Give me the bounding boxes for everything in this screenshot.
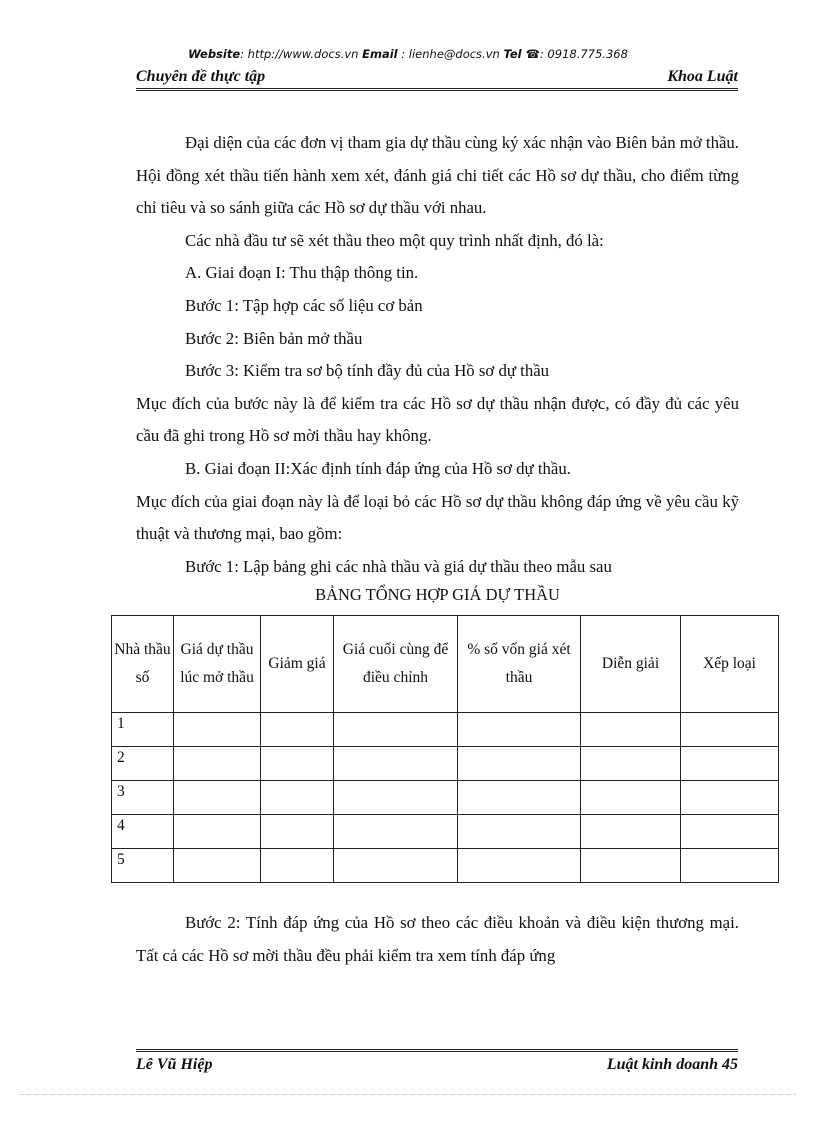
table-cell — [681, 815, 779, 849]
row-number: 4 — [112, 815, 174, 849]
paragraph: Đại diện của các đơn vị tham gia dự thầu cùng ký xác nhận vào Biên bản mở thầu. Hội đồng xét thầu tiến hành xem xét, đánh giá chi tiết các Hồ sơ dự thầu, cho điểm từng chỉ tiêu và so sánh giữa các Hồ sơ dự thầu với nhau. — [136, 133, 739, 218]
page-bottom-divider — [20, 1094, 796, 1095]
table-cell — [334, 747, 458, 781]
table-cell — [261, 849, 334, 883]
website-url[interactable]: : http://www.docs.vn — [240, 47, 359, 61]
table-cell — [458, 849, 581, 883]
website-label: Website — [188, 47, 241, 61]
table-cell — [581, 849, 681, 883]
row-number: 2 — [112, 747, 174, 781]
table-cell — [261, 747, 334, 781]
table-row — [112, 849, 779, 883]
paragraph: Bước 1: Tập hợp các số liệu cơ bản — [185, 295, 423, 315]
paragraph: Bước 2: Tính đáp ứng của Hồ sơ theo các điều khoản và điều kiện thương mại. Tất cả các Hồ sơ mời thầu đều phải kiểm tra xem tính đáp ứng — [136, 913, 739, 965]
row-number: 3 — [112, 781, 174, 815]
table-cell — [174, 713, 261, 747]
paragraph: Mục đích của bước này là để kiểm tra các Hồ sơ dự thầu nhận được, có đầy đủ các yêu cầu đã ghi trong Hồ sơ mời thầu hay không. — [136, 393, 739, 446]
paragraph: Bước 2: Biên bản mở thầu — [185, 328, 363, 348]
table-row — [112, 747, 779, 781]
table-cell — [681, 849, 779, 883]
table-header-row — [112, 616, 779, 713]
paragraph: B. Giai đoạn II:Xác định tính đáp ứng của Hồ sơ dự thầu. — [185, 458, 571, 478]
paragraph: Mục đích của giai đoạn này là để loại bỏ các Hồ sơ dự thầu không đáp ứng về yêu cầu kỹ thuật và thương mại, bao gồm: — [136, 491, 739, 544]
website-contact-bar — [0, 47, 816, 61]
table-cell — [458, 747, 581, 781]
table-cell — [334, 849, 458, 883]
tel-label: Tel ☎ — [503, 47, 540, 61]
email-address[interactable]: : lienhe@docs.vn — [401, 47, 500, 61]
table-cell — [581, 713, 681, 747]
paragraph: Các nhà đầu tư sẽ xét thầu theo một quy trình nhất định, đó là: — [185, 230, 604, 250]
table-cell — [174, 747, 261, 781]
table-cell — [334, 815, 458, 849]
body-text-continued — [136, 907, 739, 972]
table-cell — [174, 849, 261, 883]
table-cell — [581, 747, 681, 781]
table-row — [112, 815, 779, 849]
header-left-title: Chuyên đề thực tập — [136, 68, 266, 85]
table-cell — [458, 781, 581, 815]
row-number: 1 — [112, 713, 174, 747]
footer-course-page: Luật kinh doanh 45 — [606, 1056, 738, 1073]
column-header: Giảm giá — [261, 616, 334, 713]
column-header: Giá cuối cùng để điều chỉnh — [334, 616, 458, 713]
table-cell — [458, 713, 581, 747]
column-header: Diễn giải — [581, 616, 681, 713]
table-cell — [681, 781, 779, 815]
header-right-title: Khoa Luật — [667, 68, 738, 85]
table-cell — [174, 781, 261, 815]
table-cell — [581, 781, 681, 815]
table-cell — [581, 815, 681, 849]
table-cell — [334, 713, 458, 747]
column-header: Giá dự thầu lúc mở thầu — [174, 616, 261, 713]
table-cell — [681, 747, 779, 781]
table-row — [112, 781, 779, 815]
table-row — [112, 713, 779, 747]
table-cell — [681, 713, 779, 747]
paragraph: Bước 1: Lập bảng ghi các nhà thầu và giá dự thầu theo mẫu sau — [185, 556, 612, 576]
footer-author: Lê Vũ Hiệp — [136, 1056, 213, 1073]
table-title: BẢNG TỔNG HỢP GIÁ DỰ THẦU — [315, 585, 560, 604]
table-cell — [261, 815, 334, 849]
table-cell — [261, 781, 334, 815]
email-label: Email — [362, 47, 398, 61]
table-cell — [458, 815, 581, 849]
bid-summary-table — [111, 615, 779, 883]
table-cell — [334, 781, 458, 815]
column-header: % số vốn giá xét thầu — [458, 616, 581, 713]
tel-number: : 0918.775.368 — [539, 47, 628, 61]
column-header: Nhà thầu số — [112, 616, 174, 713]
paragraph: Bước 3: Kiểm tra sơ bộ tính đầy đủ của Hồ sơ dự thầu — [185, 361, 550, 381]
table-cell — [174, 815, 261, 849]
table-cell — [261, 713, 334, 747]
page-header — [136, 66, 738, 91]
body-text — [136, 127, 739, 583]
row-number: 5 — [112, 849, 174, 883]
paragraph: A. Giai đoạn I: Thu thập thông tin. — [185, 263, 419, 283]
page-footer — [136, 1049, 738, 1080]
column-header: Xếp loại — [681, 616, 779, 713]
